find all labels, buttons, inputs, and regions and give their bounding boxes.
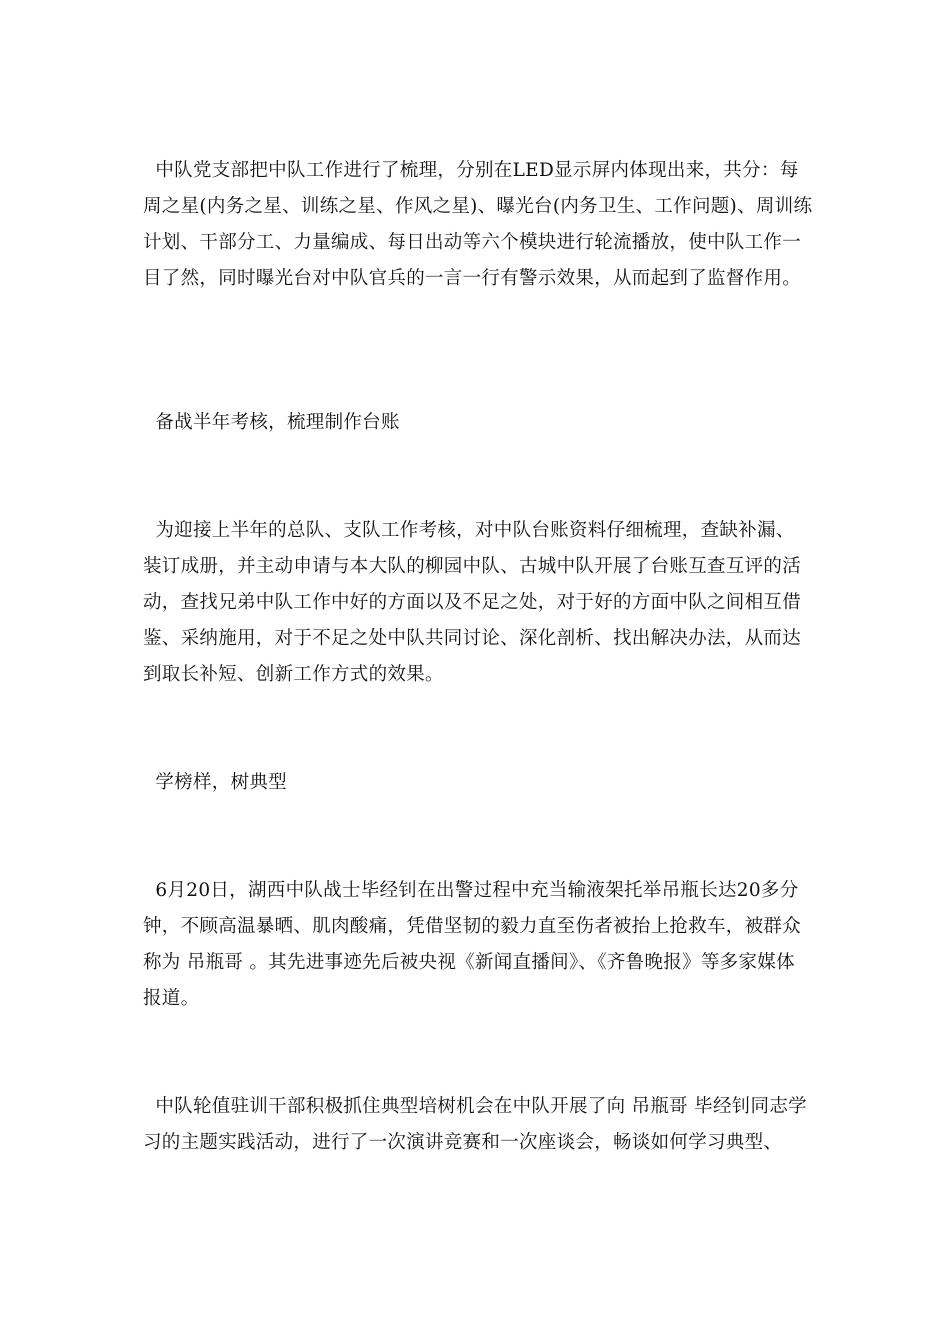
section-heading-assessment: 备战半年考核，梳理制作台账 bbox=[143, 412, 400, 433]
paragraph-study-activity: 中队轮值驻训干部积极抓住典型培树机会在中队开展了向 吊瓶哥 毕经钊同志学习的主题实践活动，进行了一次演讲竞赛和一次座谈会，畅谈如何学习典型、 bbox=[143, 1096, 807, 1153]
section-heading-role-model: 学榜样，树典型 bbox=[143, 772, 287, 793]
paragraph-led-display: 中队党支部把中队工作进行了梳理，分别在LED显示屏内体现出来，共分：每周之星(内务之星、训练之星、作风之星)、曝光台(内务卫生、工作问题)、周训练计划、干部分工、力量编成、每日出动等六个模块进行轮流播放，使中队工作一目了然，同时曝光台对中队官兵的一言一行有警示效果，从而起到了监督作用。 bbox=[143, 160, 813, 289]
paragraph-ledger-review: 为迎接上半年的总队、支队工作考核，对中队台账资料仔细梳理，查缺补漏、装订成册，并主动申请与本大队的柳园中队、古城中队开展了台账互查互评的活动，查找兄弟中队工作中好的方面以及不足之处，对于好的方面中队之间相互借鉴、采纳施用，对于不足之处中队共同讨论、深化剖析、找出解决办法，从而达到取长补短、创新工作方式的效果。 bbox=[143, 520, 802, 685]
paragraph-june-20-event: 6月20日，湖西中队战士毕经钊在出警过程中充当输液架托举吊瓶长达20多分钟，不顾高温暴晒、肌肉酸痛，凭借坚韧的毅力直至伤者被抬上抢救车，被群众称为 吊瓶哥 。其先进事迹先后被央视《新闻直播间》、《齐鲁晚报》等多家媒体报道。 bbox=[143, 880, 802, 1009]
